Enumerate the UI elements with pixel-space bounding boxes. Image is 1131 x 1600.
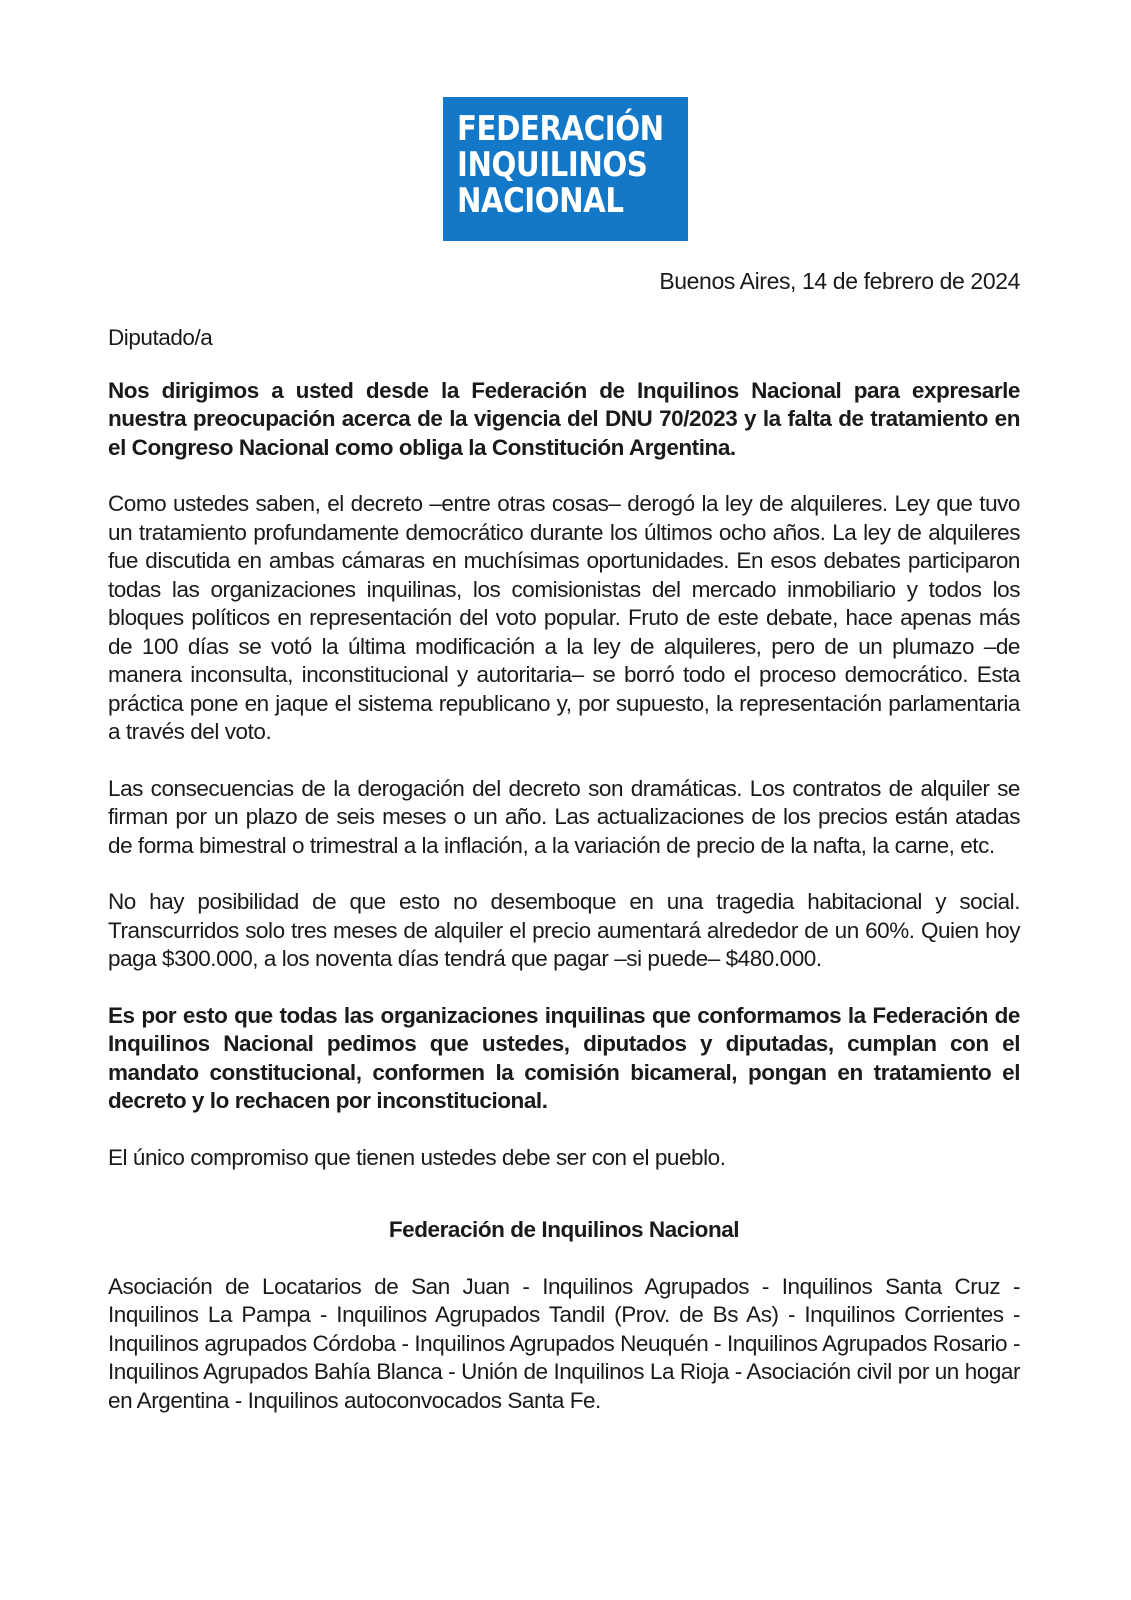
letter-body <box>108 324 1020 1415</box>
logo-line-3: NACIONAL <box>457 181 624 221</box>
organizations-list <box>108 1273 1020 1416</box>
signature: Federación de Inquilinos Nacional <box>388 1217 740 1242</box>
letter-date: Buenos Aires, 14 de febrero de 2024 <box>659 268 1020 294</box>
salutation: Diputado/a <box>108 325 213 350</box>
organizations-text: Asociación de Locatarios de San Juan - Inquilinos Agrupados - Inquilinos Santa Cruz - Inquilinos La Pampa - Inquilinos Agrupados Tandil (Prov. de Bs As) - Inquilinos Corrientes - Inquilinos agrupados Córdoba - Inquilinos Agrupados Neuquén - Inquilinos Agrupados Rosario - Inquilinos Agrupados Bahía Blanca - Unión de Inquilinos La Rioja - Asociación civil por un hogar en Argentina - Inquilinos autoconvocados Santa Fe. <box>108 1273 1020 1413</box>
paragraph-intro: Nos dirigimos a usted desde la Federación de Inquilinos Nacional para expresarle nuestra preocupación acerca de la vigencia del DNU 70/2023 y la falta de tratamiento en el Congreso Nacional como obliga la Constitución Argentina. <box>108 377 1020 460</box>
paragraph-tragedy: No hay posibilidad de que esto no desemboque en una tragedia habitacional y social. Transcurridos solo tres meses de alquiler el precio aumentará alrededor de un 60%. Quien hoy paga $300.000, a los noventa días tendrá que pagar –si puede– $480.000. <box>108 889 1020 971</box>
paragraph-closing: El único compromiso que tienen ustedes debe ser con el pueblo. <box>108 1144 726 1170</box>
federation-logo <box>443 97 688 241</box>
logo-line-1: FEDERACIÓN <box>457 109 664 149</box>
paragraph-consequences: Las consecuencias de la derogación del decreto son dramáticas. Los contratos de alquiler se firman por un plazo de seis meses o un año. Las actualizaciones de los precios están atadas de forma bimestral o trimestral a la inflación, a la variación de precio de la nafta, la carne, etc. <box>108 775 1020 858</box>
paragraph-context: Como ustedes saben, el decreto –entre otras cosas– derogó la ley de alquileres. Ley que tuvo un tratamiento profundamente democrático durante los últimos ocho años. La ley de alquileres fue discutida en ambas cámaras en muchísimas oportunidades. En esos debates participaron todas las organizaciones inquilinas, los comisionistas del mercado inmobiliario y todos los bloques políticos en representación del voto popular. Fruto de este debate, hace apenas más de 100 días se votó la última modificación a la ley de alquileres, pero de un plumazo –de manera inconsulta, inconstitucional y autoritaria– se borró todo el proceso democrático. Esta práctica pone en jaque el sistema republicano y, por supuesto, la representación parlamentaria a través del voto. <box>108 491 1020 744</box>
paragraph-demand: Es por esto que todas las organizaciones inquilinas que conformamos la Federación de Inquilinos Nacional pedimos que ustedes, diputados y diputadas, cumplan con el mandato constitucional, conformen la comisión bicameral, pongan en tratamiento el decreto y lo rechacen por inconstitucional. <box>108 1002 1020 1113</box>
logo-line-2: INQUILINOS <box>457 145 648 185</box>
